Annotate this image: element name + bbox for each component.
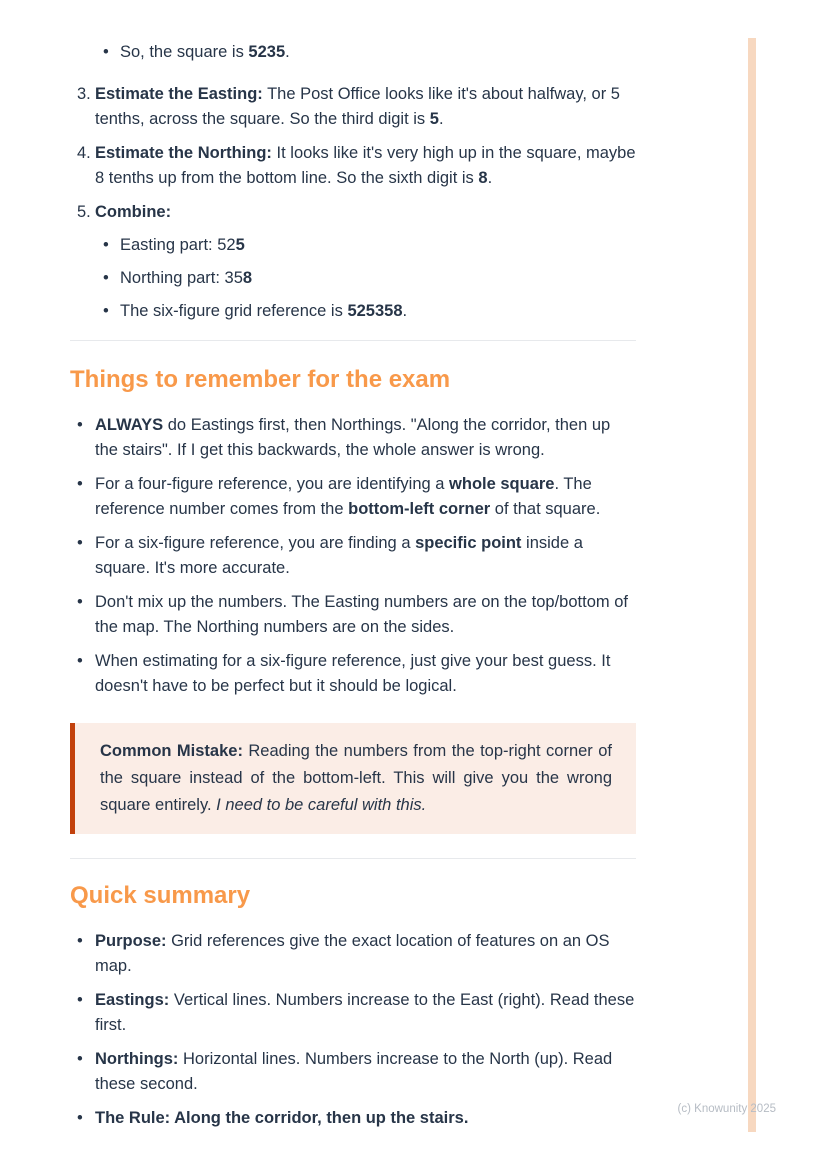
bullet-marker: • (77, 1050, 83, 1068)
list-item-text: Estimate the Northing: It looks like it's very high up in the square, maybe 8 tenths up from the bottom line. So the sixth digit is 8. (95, 144, 636, 187)
list-item-text: So, the square is 5235. (120, 43, 290, 61)
list-item-best-guess (70, 649, 636, 699)
list-item-easting-part (70, 233, 636, 258)
list-item-text: For a four-figure reference, you are identifying a whole square. The reference number comes from the bottom-left corner of that square. (95, 475, 601, 518)
item-number: 4. (77, 144, 91, 162)
footer-credit: (c) Knowunity 2025 (677, 1103, 776, 1115)
list-item-text: For a six-figure reference, you are finding a specific point inside a square. It's more accurate. (95, 534, 583, 577)
list-item-text: Estimate the Easting: The Post Office looks like it's about halfway, or 5 tenths, across the square. So the third digit is 5. (95, 85, 620, 128)
exam-section-heading: Things to remember for the exam (70, 366, 451, 393)
bullet-marker: • (77, 593, 83, 611)
bullet-marker: • (77, 991, 83, 1009)
bullet-marker: • (77, 416, 83, 434)
common-mistake-callout (70, 723, 636, 834)
section-divider (70, 858, 636, 859)
numbered-item-estimate-easting (70, 82, 636, 132)
list-item-eastings (70, 988, 636, 1038)
list-item-the-rule (70, 1106, 636, 1131)
list-item-square-result (70, 40, 636, 65)
document-content (70, 40, 636, 1140)
bullet-marker: • (103, 43, 109, 61)
numbered-item-combine-title (70, 200, 636, 225)
list-item-always-eastings-first (70, 413, 636, 463)
summary-section-heading: Quick summary (70, 882, 251, 909)
list-item-text: The Rule: Along the corridor, then up the stairs. (95, 1109, 469, 1127)
list-item-text: Combine: (95, 203, 172, 221)
bullet-marker: • (103, 269, 109, 287)
list-item-text: The six-figure grid reference is 525358. (120, 302, 408, 320)
list-item-text: Eastings: Vertical lines. Numbers increase to the East (right). Read these first. (95, 991, 635, 1034)
list-item-text: Northings: Horizontal lines. Numbers increase to the North (up). Read these second. (95, 1050, 613, 1093)
list-item-dont-mix-numbers (70, 590, 636, 640)
list-item-purpose (70, 929, 636, 979)
section-divider (70, 340, 636, 341)
bullet-marker: • (103, 302, 109, 320)
list-item-four-figure-reference (70, 472, 636, 522)
callout-text: Common Mistake: Reading the numbers from the top-right corner of the square instead of the bottom-left. This will give you the wrong square entirely. I need to be careful with this. (100, 742, 612, 814)
bullet-marker: • (77, 932, 83, 950)
list-item-six-figure-reference (70, 299, 636, 324)
bullet-marker: • (77, 475, 83, 493)
bullet-marker: • (77, 534, 83, 552)
list-item-text: Easting part: 525 (120, 236, 245, 254)
list-item-six-figure-point (70, 531, 636, 581)
list-item-northings (70, 1047, 636, 1097)
list-item-text: ALWAYS do Eastings first, then Northings. "Along the corridor, then up the stairs". If I get this backwards, the whole answer is wrong. (95, 416, 611, 459)
bullet-marker: • (77, 1109, 83, 1127)
list-item-text: Northing part: 358 (120, 269, 253, 287)
item-number: 3. (77, 85, 91, 103)
page-edge-stripe (748, 38, 756, 1132)
numbered-item-estimate-northing (70, 141, 636, 191)
item-number: 5. (77, 203, 91, 221)
numbered-item-combine (70, 200, 636, 324)
bullet-marker: • (103, 236, 109, 254)
list-item-text: Don't mix up the numbers. The Easting numbers are on the top/bottom of the map. The Northing numbers are on the sides. (95, 593, 628, 636)
list-item-text: Purpose: Grid references give the exact location of features on an OS map. (95, 932, 610, 975)
bullet-marker: • (77, 652, 83, 670)
list-item-text: When estimating for a six-figure reference, just give your best guess. It doesn't have to be perfect but it should be logical. (95, 652, 611, 695)
list-item-northing-part (70, 266, 636, 291)
